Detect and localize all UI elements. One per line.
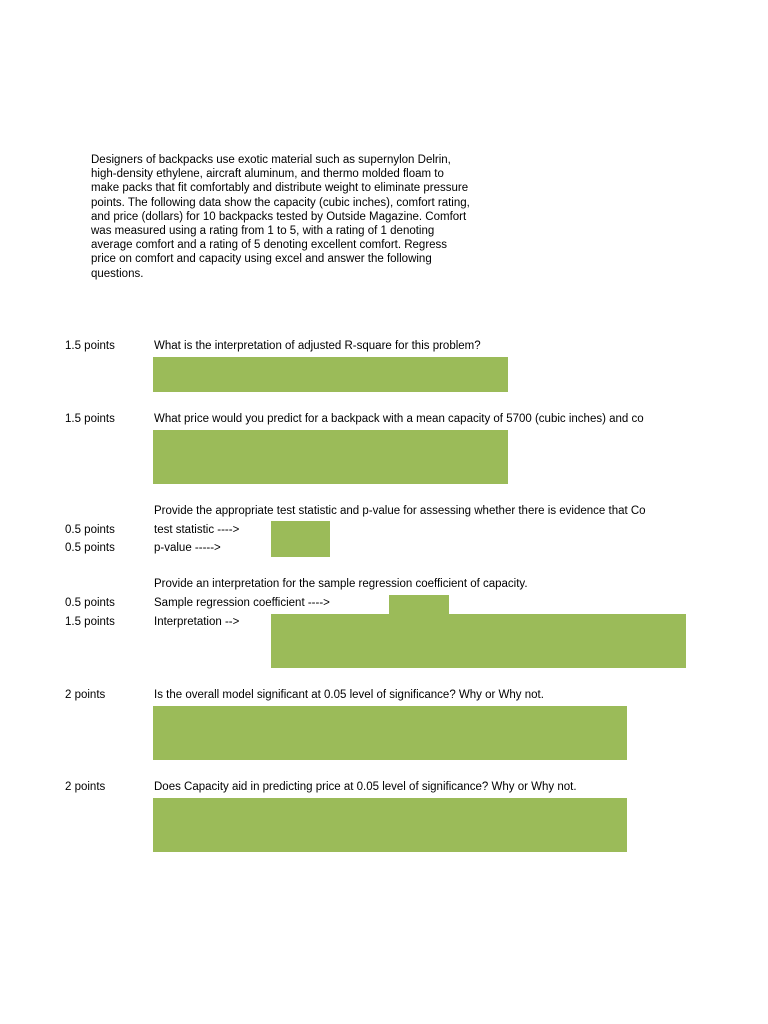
p-value-label: p-value -----> xyxy=(154,542,221,554)
test-statistic-label: test statistic ----> xyxy=(154,524,240,536)
q3-p-value-points: 0.5 points xyxy=(65,542,115,554)
problem-description: Designers of backpacks use exotic material such as supernylon Delrin, high-density ethylene, aircraft aluminum, and thermo molded floam to make packs that fit comfortably and distribute weight to eliminate pressure points. The following data show the capacity (cubic inches), comfort rating, and price (dollars) for 10 backpacks tested by Outside Magazine. Comfort was measured using a rating from 1 to 5, with a rating of 1 denoting average comfort and a rating of 5 denoting excellent comfort. Regress price on comfort and capacity using excel and answer the following questions. xyxy=(91,154,470,280)
test-statistic-p-value-answer-box[interactable] xyxy=(271,521,330,557)
q6-points: 2 points xyxy=(65,781,106,793)
q2-points: 1.5 points xyxy=(65,413,115,425)
coefficient-answer-box[interactable] xyxy=(389,595,449,614)
q3-test-statistic-points: 0.5 points xyxy=(65,524,115,536)
q3-question: Provide the appropriate test statistic and p-value for assessing whether there is evidence that Co xyxy=(154,505,646,517)
interpretation-label: Interpretation --> xyxy=(154,616,240,628)
q5-points: 2 points xyxy=(65,689,106,701)
q4-question: Provide an interpretation for the sample regression coefficient of capacity. xyxy=(154,578,528,590)
q4-interpretation-points: 1.5 points xyxy=(65,616,115,628)
q2-question: What price would you predict for a backpack with a mean capacity of 5700 (cubic inches) and co xyxy=(154,413,644,425)
coefficient-label: Sample regression coefficient ----> xyxy=(154,597,330,609)
q4-coefficient-points: 0.5 points xyxy=(65,597,115,609)
q1-question: What is the interpretation of adjusted R-square for this problem? xyxy=(154,340,481,352)
q5-answer-box[interactable] xyxy=(153,706,627,760)
q6-question: Does Capacity aid in predicting price at 0.05 level of significance? Why or Why not. xyxy=(154,781,577,793)
q2-answer-box[interactable] xyxy=(153,430,508,484)
q6-answer-box[interactable] xyxy=(153,798,627,852)
q5-question: Is the overall model significant at 0.05 level of significance? Why or Why not. xyxy=(154,689,544,701)
interpretation-answer-box[interactable] xyxy=(271,614,686,668)
q1-points: 1.5 points xyxy=(65,340,115,352)
q1-answer-box[interactable] xyxy=(153,357,508,392)
